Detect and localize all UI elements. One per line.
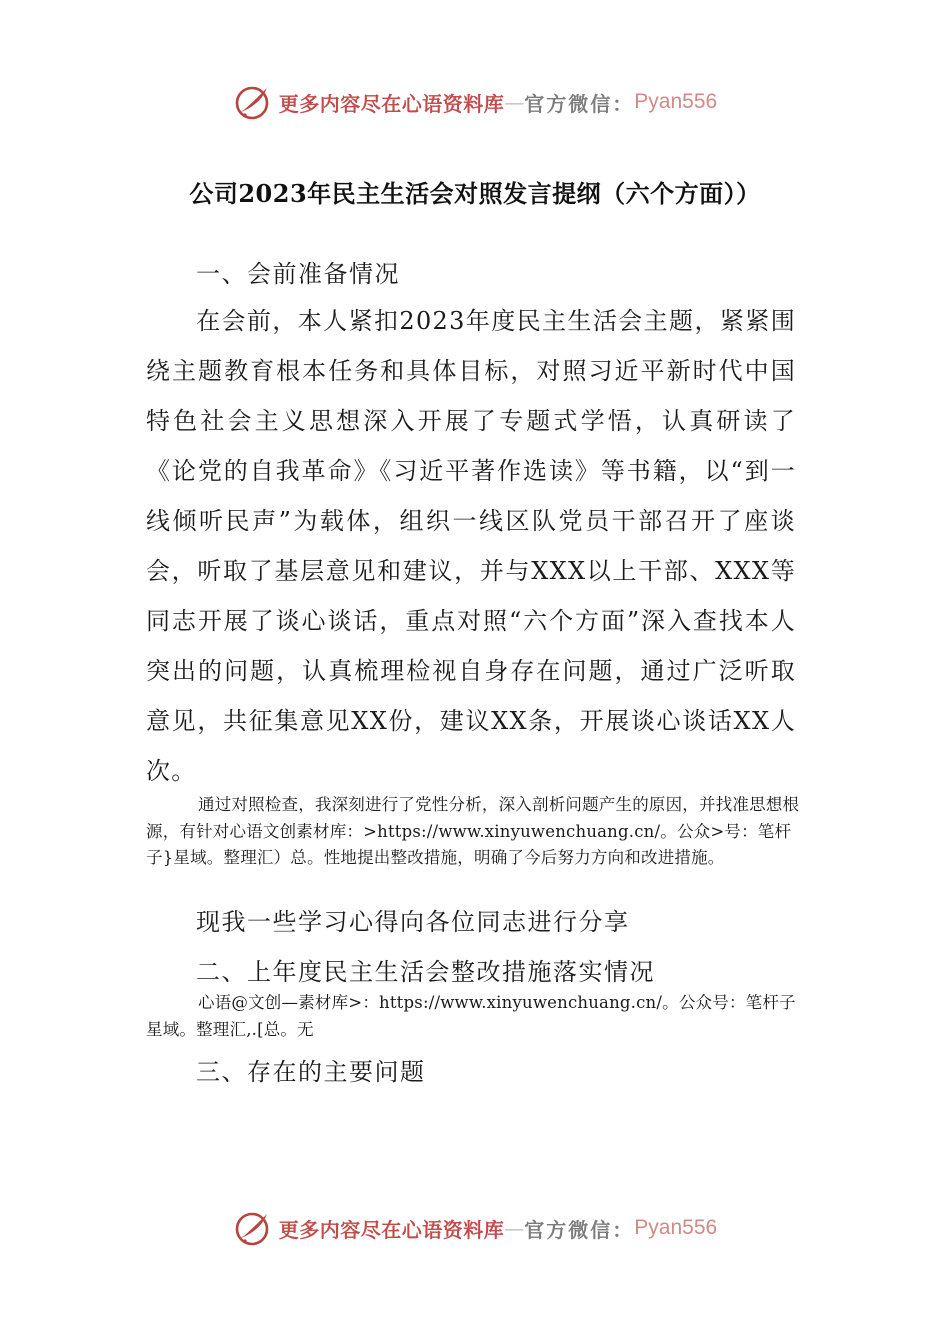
quill-logo-icon (233, 82, 273, 122)
banner-text: 更多内容尽在心语资料库 (278, 91, 505, 116)
share-line: 现我一些学习心得向各位同志进行分享 (196, 908, 630, 936)
header-banner (0, 80, 950, 124)
banner-wechat-id: Pyan556 (634, 1216, 718, 1239)
section2-note-text: 心语@文创—素材库>：https://www.xinyuwenchuang.cn/。公众号：笔杆子星域。整理汇,.[总。无 (146, 993, 796, 1039)
section1-paragraph (146, 296, 796, 796)
section1-paragraph-text: 在会前，本人紧扣2023年度民主生活会主题，紧紧围绕主题教育根本任务和具体目标，对照习近平新时代中国特色社会主义思想深入开展了专题式学悟，认真研读了《论党的自我革命》《习近平著作选读》等书籍，以“到一线倾听民声”为载体，组织一线区队党员干部召开了座谈会，听取了基层意见和建议，并与XXX以上干部、XXX等同志开展了谈心谈话，重点对照“六个方面”深入查找本人突出的问题，认真梳理检视自身存在问题，通过广泛听取意见，共征集意见XX份，建议XX条，开展谈心谈话XX人次。 (146, 307, 796, 785)
section2-heading: 二、上年度民主生活会整改措施落实情况 (196, 958, 655, 986)
document-title: 公司2023年民主生活会对照发言提纲（六个方面）） (189, 179, 761, 208)
section1-heading: 一、会前准备情况 (196, 260, 400, 288)
banner-dash: — (504, 90, 525, 114)
banner-wechat-label: 官方微信： (524, 1217, 635, 1242)
quill-logo-icon (233, 1208, 273, 1248)
banner-dash: — (504, 1216, 525, 1240)
banner-text: 更多内容尽在心语资料库 (278, 1217, 505, 1242)
section1-note-text: 通过对照检查，我深刻进行了党性分析，深入剖析问题产生的原因，并找准思想根源，有针对心语文创素材库：>https://www.xinyuwenchuang.cn/。公众>号：笔杆子}星域。整理汇）总。性地提出整改措施，明确了今后努力方向和改进措施。 (146, 795, 800, 867)
section1-note (146, 792, 806, 872)
banner-wechat-id: Pyan556 (634, 90, 718, 113)
footer-banner (0, 1206, 950, 1250)
banner-wechat-label: 官方微信： (524, 91, 635, 116)
section3-heading: 三、存在的主要问题 (196, 1058, 426, 1086)
section2-note (146, 990, 806, 1043)
